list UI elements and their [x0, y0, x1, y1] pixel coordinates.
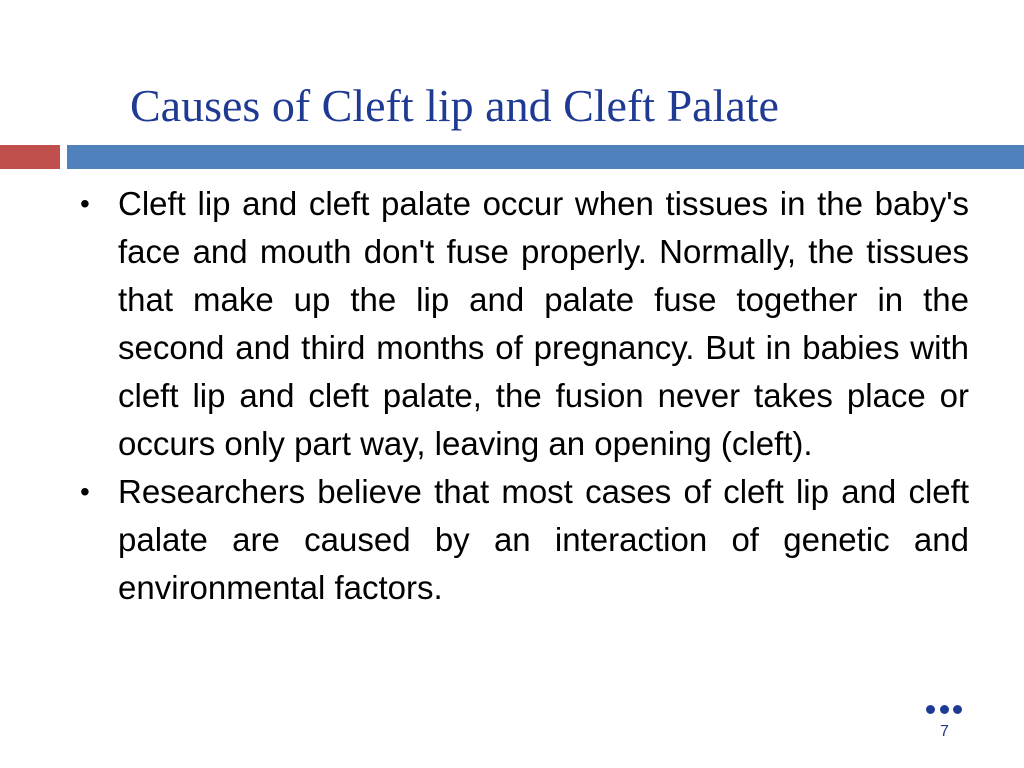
ellipsis-dots-icon — [926, 703, 962, 715]
bullet-list — [76, 180, 969, 612]
bullet-marker: • — [80, 476, 90, 507]
dot — [953, 705, 962, 714]
slide-title: Causes of Cleft lip and Cleft Palate — [130, 80, 779, 131]
page-number: 7 — [940, 723, 949, 740]
bullet-text: Cleft lip and cleft palate occur when tissues in the baby's face and mouth don't fuse properly. Normally, the tissues that make up the lip and palate fuse together in the second and third months of pregnancy. But in babies with cleft lip and cleft palate, the fusion never takes place or occurs only part way, leaving an opening (cleft). — [118, 185, 969, 462]
dot — [940, 705, 949, 714]
title-accent-bar — [0, 145, 60, 169]
dot — [926, 705, 935, 714]
title-divider-bar — [67, 145, 1024, 169]
bullet-text: Researchers believe that most cases of cleft lip and cleft palate are caused by an interaction of genetic and environmental factors. — [118, 473, 969, 606]
bullet-item — [76, 468, 969, 612]
bullet-item — [76, 180, 969, 468]
bullet-marker: • — [80, 188, 90, 219]
